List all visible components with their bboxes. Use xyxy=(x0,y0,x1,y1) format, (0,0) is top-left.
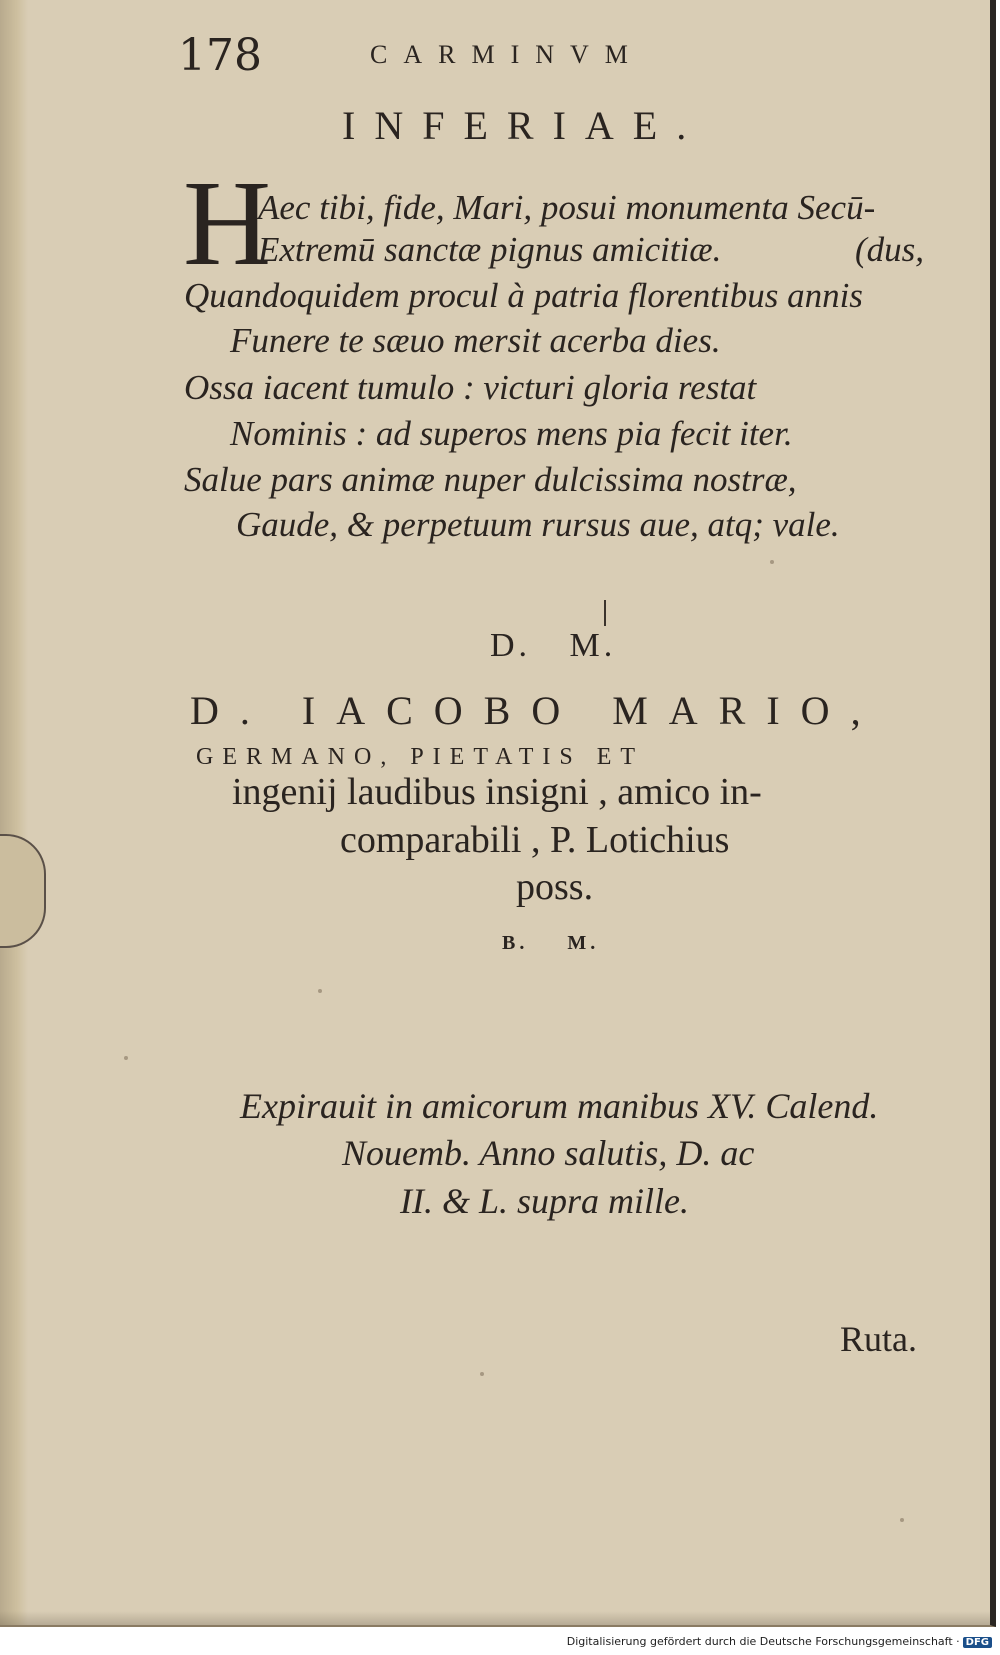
page-edge-tab xyxy=(0,834,46,948)
death-note-line-3: II. & L. supra mille. xyxy=(400,1181,690,1221)
verse-line-1-turnover: (dus, xyxy=(855,230,925,269)
page-gutter xyxy=(0,0,28,1625)
epitaph-praise-line-1: ingenij laudibus insigni , amico in- xyxy=(232,771,762,813)
paper-speck xyxy=(770,560,774,564)
death-note-line-2: Nouemb. Anno salutis, D. ac xyxy=(342,1133,755,1173)
epitaph-praise-line-3: poss. xyxy=(516,866,594,908)
epitaph-bm-closing: B. M. xyxy=(502,932,600,954)
paper-speck xyxy=(318,989,322,993)
verse-line-1: Aec tibi, fide, Mari, posui monumenta Secū- xyxy=(258,188,876,227)
verse-line-4: Funere te sæuo mersit acerba dies. xyxy=(230,321,721,360)
page-bottom-shadow xyxy=(0,1611,990,1625)
page-number: 178 xyxy=(178,30,262,81)
verse-line-3: Quandoquidem procul à patria florentibus annis xyxy=(184,276,863,315)
paper-speck xyxy=(900,1518,904,1522)
digitization-credit xyxy=(565,1634,994,1649)
drop-cap: H xyxy=(183,156,272,291)
epitaph-praise-line-2: comparabili , P. Lotichius xyxy=(340,819,730,861)
paper-speck xyxy=(480,1372,484,1376)
ink-mark xyxy=(604,600,606,626)
verse-line-6: Nominis : ad superos mens pia fecit iter. xyxy=(230,414,793,453)
paper-speck xyxy=(124,1056,128,1060)
epitaph-origin: GERMANO, PIETATIS ET xyxy=(196,744,645,770)
epitaph-dedicatee: D. IACOBO MARIO, xyxy=(190,688,882,733)
signature-catchword: Ruta. xyxy=(840,1319,917,1359)
running-head: CARMINVM xyxy=(370,40,644,69)
verse-line-8: Gaude, & perpetuum rursus aue, atq; vale. xyxy=(236,505,840,544)
poem-title: INFERIAE. xyxy=(342,103,706,148)
verse-line-2: Extremū sanctæ pignus amicitiæ. xyxy=(258,230,722,269)
credit-text: Digitalisierung gefördert durch die Deutsche Forschungsgemeinschaft · xyxy=(566,1635,960,1648)
dfg-logo: DFG xyxy=(963,1637,992,1648)
death-note-line-1: Expirauit in amicorum manibus XV. Calend. xyxy=(240,1086,879,1126)
epitaph-dm-heading: D. M. xyxy=(490,627,617,664)
verse-line-7: Salue pars animæ nuper dulcissima nostræ, xyxy=(184,460,797,499)
verse-line-5: Ossa iacent tumulo : victuri gloria restat xyxy=(184,368,757,407)
